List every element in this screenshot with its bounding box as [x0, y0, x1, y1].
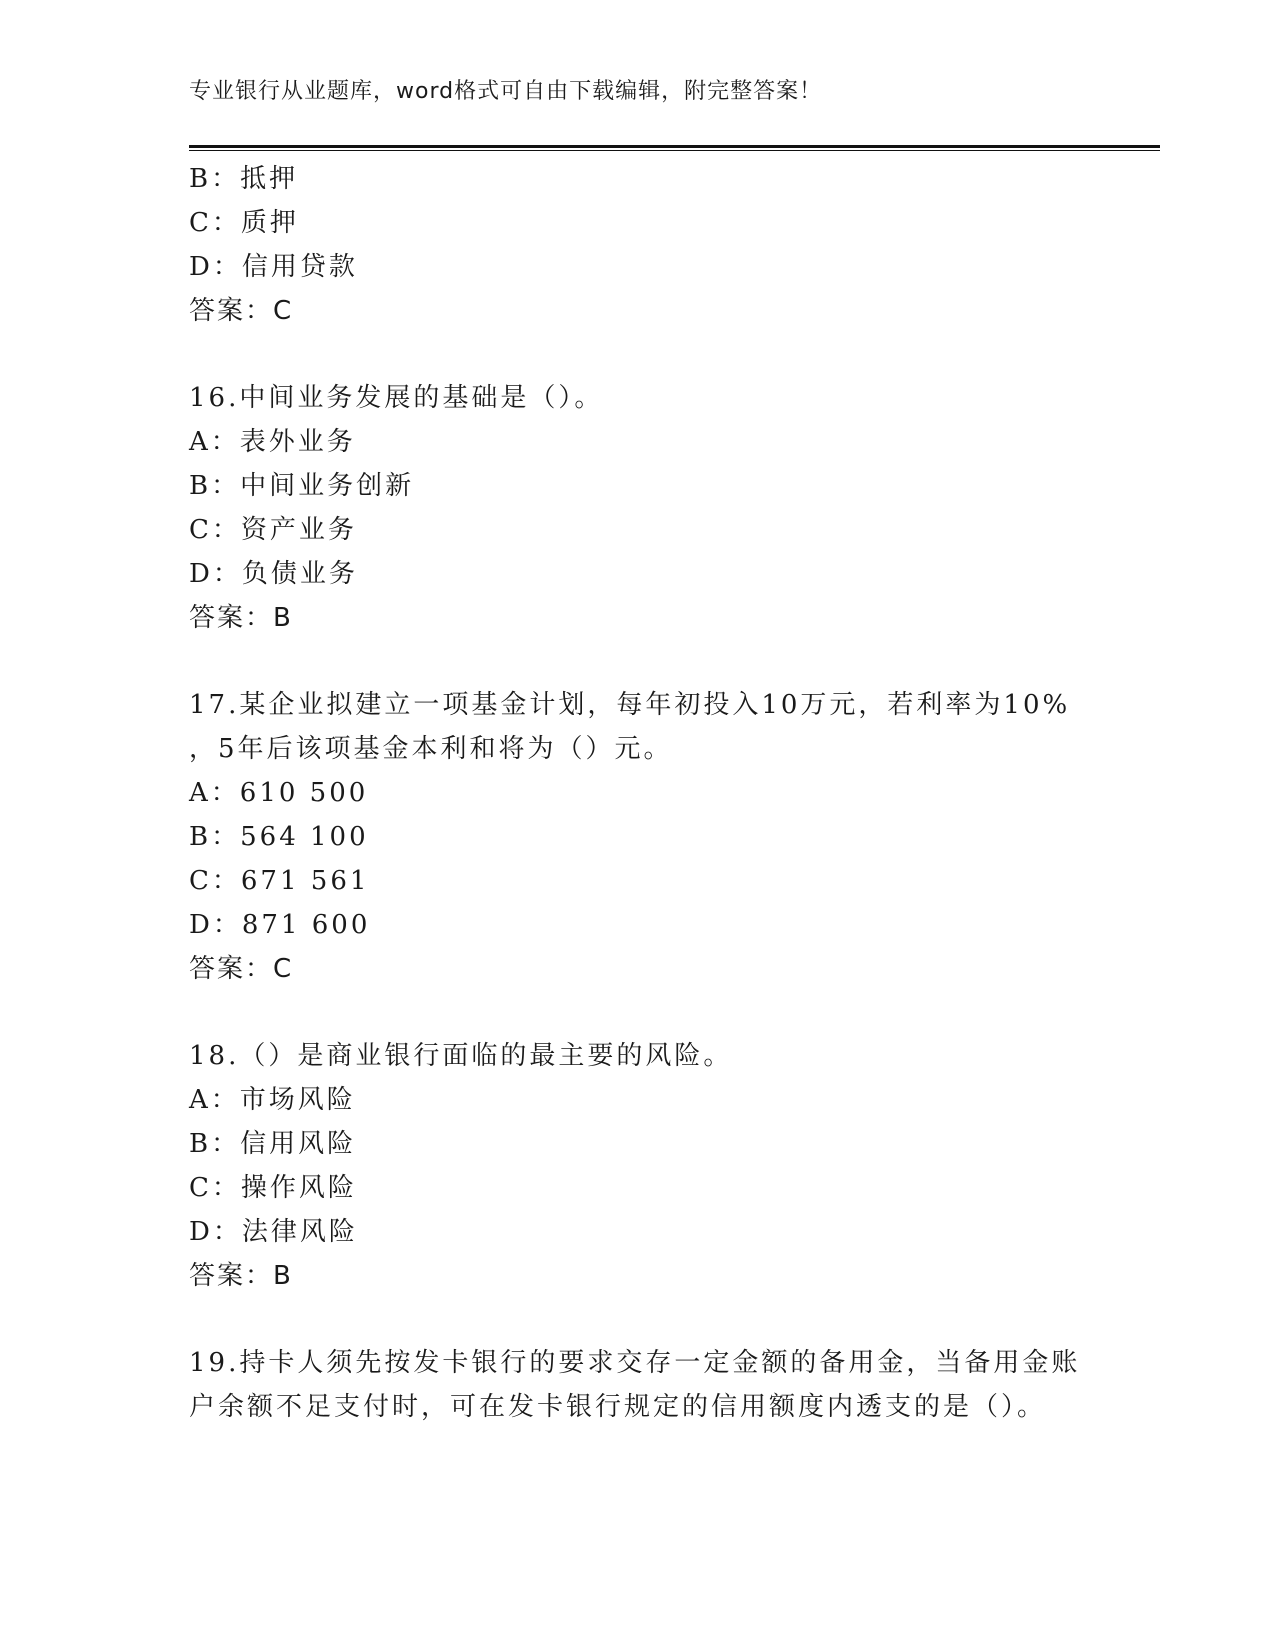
q16-stem: 16.中间业务发展的基础是（）。: [189, 383, 604, 413]
q17-stem-line1: 17.某企业拟建立一项基金计划，每年初投入10万元，若利率为10%: [189, 690, 1071, 720]
q18-stem: 18.（）是商业银行面临的最主要的风险。: [189, 1041, 733, 1071]
q15-option-b: B：抵押: [189, 164, 299, 194]
q16-option-d: D：负债业务: [189, 559, 358, 589]
q17-option-b: B：564 100: [189, 822, 369, 852]
q15-option-d: D：信用贷款: [189, 252, 358, 282]
q19-stem-line1: 19.持卡人须先按发卡银行的要求交存一定金额的备用金，当备用金账: [189, 1348, 1081, 1378]
q17-option-c: C：671 561: [189, 866, 370, 896]
q18-option-c: C：操作风险: [189, 1173, 357, 1203]
q19-stem-line2: 户余额不足支付时，可在发卡银行规定的信用额度内透支的是（）。: [189, 1392, 1047, 1422]
q16-option-c: C：资产业务: [189, 515, 357, 545]
q17-answer: 答案：C: [189, 954, 294, 984]
q17-stem-line2: ，5年后该项基金本利和将为（）元。: [189, 734, 673, 764]
q18-option-d: D：法律风险: [189, 1217, 358, 1247]
q16-answer: 答案：B: [189, 603, 293, 633]
q18-option-b: B：信用风险: [189, 1129, 357, 1159]
q17-option-a: A：610 500: [189, 778, 369, 808]
page-header: 专业银行从业题库，word格式可自由下载编辑，附完整答案！: [189, 79, 823, 104]
q16-option-b: B：中间业务创新: [189, 471, 415, 501]
q18-option-a: A：市场风险: [189, 1085, 356, 1115]
q17-option-d: D：871 600: [189, 910, 371, 940]
q16-option-a: A：表外业务: [189, 427, 356, 457]
q15-option-c: C：质押: [189, 208, 299, 238]
q18-answer: 答案：B: [189, 1261, 293, 1291]
q15-answer: 答案：C: [189, 296, 294, 326]
header-rule: [189, 145, 1160, 151]
